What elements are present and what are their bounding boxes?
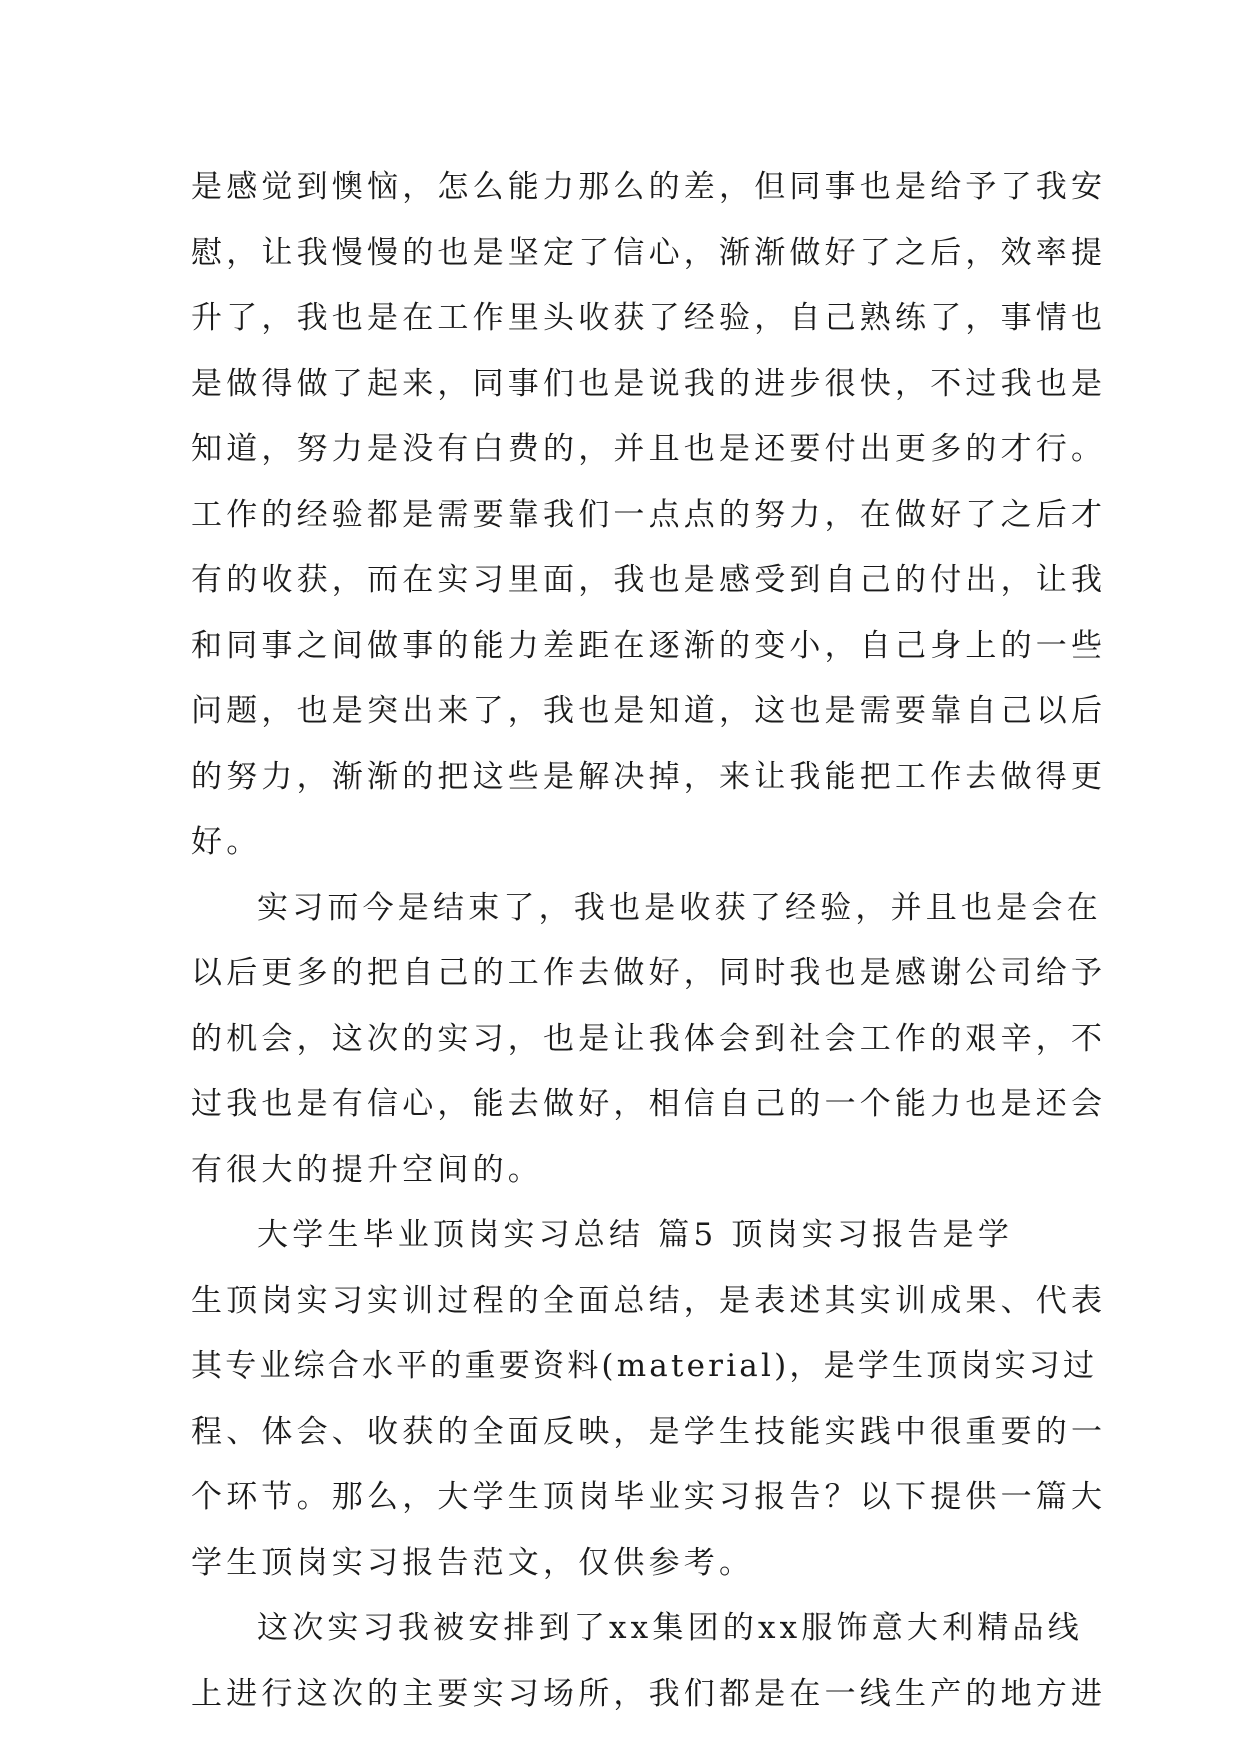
text-line: 有的收获，而在实习里面，我也是感受到自己的付出，让我 [191,562,1107,598]
paragraph-first-line: 大学生毕业顶岗实习总结 篇5 顶岗实习报告是学 [257,1217,1014,1253]
text-line: 个环节。那么，大学生顶岗毕业实习报告？以下提供一篇大 [191,1479,1107,1515]
text-line: 问题，也是突出来了，我也是知道，这也是需要靠自己以后 [191,693,1107,729]
body-text [191,162,1107,1734]
text-line: 升了，我也是在工作里头收获了经验，自己熟练了，事情也 [191,300,1107,336]
text-line: 工作的经验都是需要靠我们一点点的努力，在做好了之后才 [191,496,1107,533]
text-line: 程、体会、收获的全面反映，是学生技能实践中很重要的一 [191,1413,1107,1450]
text-line: 其专业综合水平的重要资料(material)，是学生顶岗实习过 [191,1348,1098,1384]
text-line: 是做得做了起来，同事们也是说我的进步很快，不过我也是 [191,365,1107,402]
text-line: 慰，让我慢慢的也是坚定了信心，渐渐做好了之后，效率提 [191,234,1107,271]
text-line: 过我也是有信心，能去做好，相信自己的一个能力也是还会 [191,1086,1107,1122]
text-line: 知道，努力是没有白费的，并且也是还要付出更多的才行。 [191,431,1107,467]
text-line: 是感觉到懊恼，怎么能力那么的差，但同事也是给予了我安 [191,169,1107,205]
paragraph-first-line: 实习而今是结束了，我也是收获了经验，并且也是会在 [257,889,1102,926]
text-line: 学生顶岗实习报告范文，仅供参考。 [191,1544,755,1581]
text-line: 生顶岗实习实训过程的全面总结，是表述其实训成果、代表 [191,1282,1107,1319]
text-line: 有很大的提升空间的。 [191,1151,543,1188]
text-line: 的努力，渐渐的把这些是解决掉，来让我能把工作去做得更 [191,758,1107,795]
text-line: 以后更多的把自己的工作去做好，同时我也是感谢公司给予 [191,955,1107,991]
paragraph-first-line: 这次实习我被安排到了xx集团的xx服饰意大利精品线 [257,1610,1083,1646]
text-line: 上进行这次的主要实习场所，我们都是在一线生产的地方进 [191,1675,1107,1712]
text-line: 和同事之间做事的能力差距在逐渐的变小，自己身上的一些 [191,627,1107,664]
text-line: 的机会，这次的实习，也是让我体会到社会工作的艰辛，不 [191,1020,1107,1057]
text-line: 好。 [191,824,262,860]
